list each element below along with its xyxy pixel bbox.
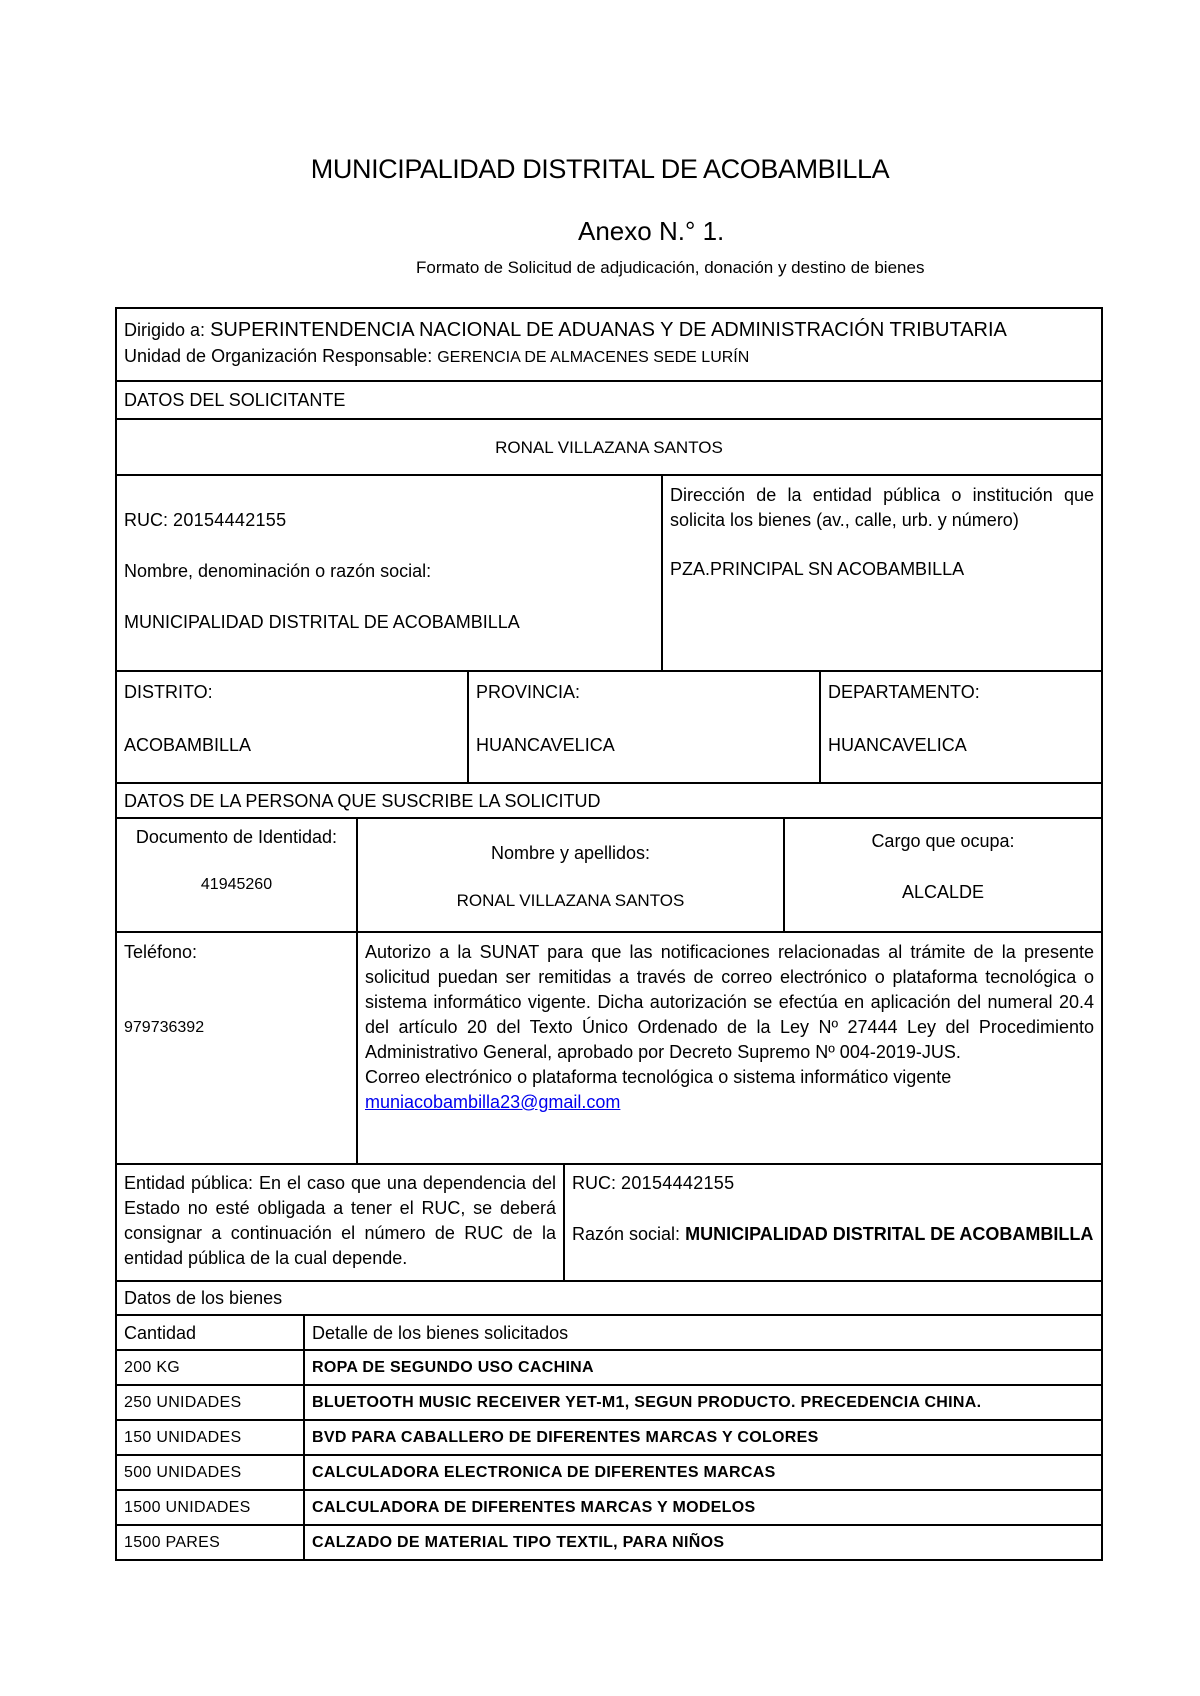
addressee-label: Dirigido a:	[124, 320, 206, 340]
district-value: ACOBAMBILLA	[124, 735, 252, 755]
public-entity-row	[117, 1163, 1101, 1280]
fullname-cell	[356, 819, 783, 931]
item-detail: BVD PARA CABALLERO DE DIFERENTES MARCAS Y COLORES	[303, 1421, 1101, 1454]
table-row	[117, 1419, 1101, 1454]
business-name-value: MUNICIPALIDAD DISTRITAL DE ACOBAMBILLA	[685, 1224, 1094, 1244]
applicant-banner-row	[117, 418, 1101, 474]
id-value: 41945260	[200, 876, 273, 893]
email-label: Correo electrónico o plataforma tecnológica o sistema informático vigente	[365, 1067, 952, 1087]
position-label: Cargo que ocupa:	[871, 831, 1015, 851]
authorization-text: Autorizo a la SUNAT para que las notificaciones relacionadas al trámite de la presente solicitud puedan ser remitidas a través de correo electrónico o plataforma tecnológica o sistema informático vigente. Dicha autorización se efectúa en aplicación del numeral 20.4 del artículo 20 del Texto Único Ordenado de la Ley Nº 27444 Ley del Procedimiento Administrativo General, aprobado por Decreto Supremo Nº 004-2019-JUS.	[365, 942, 1094, 1062]
applicant-ruc-label: RUC:	[124, 510, 168, 530]
goods-section-label: Datos de los bienes	[124, 1288, 283, 1308]
public-entity-data-cell	[563, 1165, 1101, 1280]
item-quantity: 250 UNIDADES	[124, 1394, 242, 1411]
phone-label: Teléfono:	[124, 942, 198, 962]
request-form	[115, 307, 1103, 1561]
department-value: HUANCAVELICA	[828, 735, 967, 755]
fullname-label: Nombre y apellidos:	[490, 843, 651, 863]
district-cell	[117, 672, 467, 782]
item-quantity: 150 UNIDADES	[124, 1429, 242, 1446]
public-entity-ruc-value: 20154442155	[621, 1173, 735, 1193]
department-label: DEPARTAMENTO:	[828, 682, 980, 702]
public-entity-note: Entidad pública: En el caso que una dependencia del Estado no esté obligada a tener el RUC, se deberá consignar a continuación el número de RUC de la entidad pública de la cual depende.	[124, 1173, 556, 1268]
item-quantity: 1500 PARES	[124, 1534, 221, 1551]
fullname-value: RONAL VILLAZANA SANTOS	[456, 891, 685, 910]
table-row	[117, 1454, 1101, 1489]
province-cell	[467, 672, 819, 782]
applicant-section-label: DATOS DEL SOLICITANTE	[124, 390, 346, 410]
unit-label: Unidad de Organización Responsable:	[124, 346, 433, 366]
applicant-address-label: Dirección de la entidad pública o institución que solicita los bienes (av., calle, urb. y número)	[670, 485, 1094, 530]
applicant-details-row	[117, 474, 1101, 670]
item-detail: CALCULADORA DE DIFERENTES MARCAS Y MODELOS	[303, 1491, 1101, 1524]
applicant-address-value: PZA.PRINCIPAL SN ACOBAMBILLA	[670, 559, 965, 579]
position-cell	[783, 819, 1101, 931]
table-row	[117, 1524, 1101, 1559]
detail-column-header: Detalle de los bienes solicitados	[303, 1316, 1101, 1349]
addressee-value: SUPERINTENDENCIA NACIONAL DE ADUANAS Y DE ADMINISTRACIÓN TRIBUTARIA	[210, 319, 1007, 341]
phone-value: 979736392	[124, 1019, 205, 1036]
item-quantity: 1500 UNIDADES	[124, 1499, 251, 1516]
position-value: ALCALDE	[901, 882, 985, 902]
applicant-name-banner: RONAL VILLAZANA SANTOS	[495, 438, 723, 457]
signatory-details-row	[117, 817, 1101, 931]
addressee-cell	[117, 309, 1101, 380]
quantity-column-header: Cantidad	[124, 1323, 197, 1343]
phone-cell	[117, 933, 356, 1163]
district-label: DISTRITO:	[124, 682, 213, 702]
item-detail: CALCULADORA ELECTRONICA DE DIFERENTES MARCAS	[303, 1456, 1101, 1489]
signatory-section-row	[117, 782, 1101, 817]
applicant-name-label: Nombre, denominación o razón social:	[124, 561, 432, 581]
business-name-label: Razón social:	[572, 1224, 681, 1244]
goods-header-row	[117, 1314, 1101, 1349]
table-row	[117, 1489, 1101, 1524]
signatory-section-label: DATOS DE LA PERSONA QUE SUSCRIBE LA SOLICITUD	[124, 791, 601, 811]
item-detail: ROPA DE SEGUNDO USO CACHINA	[303, 1351, 1101, 1384]
province-value: HUANCAVELICA	[476, 735, 615, 755]
applicant-ruc-value: 20154442155	[173, 510, 287, 530]
location-row	[117, 670, 1101, 782]
applicant-address-cell	[661, 476, 1101, 670]
id-cell	[117, 819, 356, 931]
addressee-row	[117, 309, 1101, 380]
item-detail: BLUETOOTH MUSIC RECEIVER YET-M1, SEGUN PRODUCTO. PRECEDENCIA CHINA.	[303, 1386, 1101, 1419]
id-label: Documento de Identidad:	[135, 827, 338, 847]
item-quantity: 500 UNIDADES	[124, 1464, 242, 1481]
form-subtitle: Formato de Solicitud de adjudicación, donación y destino de bienes	[416, 258, 925, 277]
table-row	[117, 1384, 1101, 1419]
applicant-section-row	[117, 380, 1101, 418]
email-link[interactable]: muniacobambilla23@gmail.com	[365, 1092, 621, 1112]
table-row	[117, 1349, 1101, 1384]
public-entity-ruc-label: RUC:	[572, 1173, 616, 1193]
province-label: PROVINCIA:	[476, 682, 581, 702]
applicant-name-value: MUNICIPALIDAD DISTRITAL DE ACOBAMBILLA	[124, 612, 520, 632]
applicant-identity-cell	[117, 476, 661, 670]
annex-number: Anexo N.° 1.	[578, 216, 725, 246]
document-title: MUNICIPALIDAD DISTRITAL DE ACOBAMBILLA	[310, 154, 890, 184]
department-cell	[819, 672, 1101, 782]
item-quantity: 200 KG	[124, 1359, 181, 1376]
phone-authorization-row	[117, 931, 1101, 1163]
goods-section-row	[117, 1280, 1101, 1314]
authorization-cell	[356, 933, 1101, 1163]
item-detail: CALZADO DE MATERIAL TIPO TEXTIL, PARA NIÑOS	[303, 1526, 1101, 1559]
unit-value: GERENCIA DE ALMACENES SEDE LURÍN	[437, 349, 750, 366]
